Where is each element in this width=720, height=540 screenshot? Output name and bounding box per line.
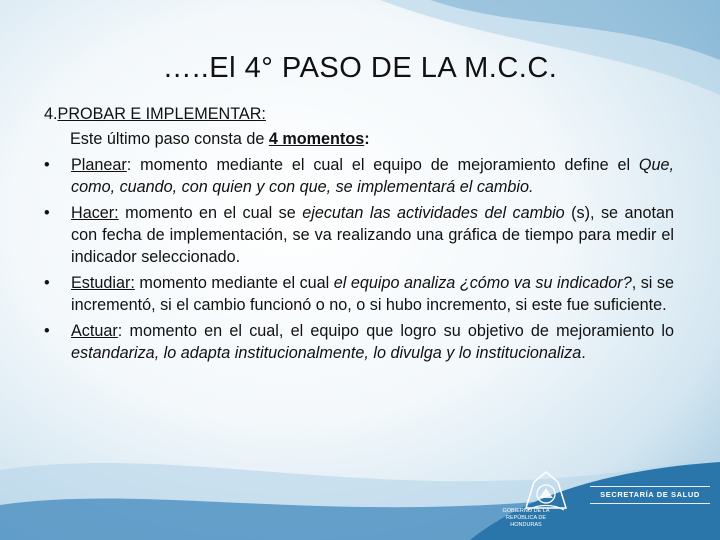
intro-colon: :	[364, 130, 370, 149]
divider-bottom	[590, 503, 710, 504]
item-text: momento en el cual se	[118, 203, 303, 222]
item-italic: Que, como, cuando, con quien y con que, se implementará el cambio.	[71, 155, 674, 197]
item-italic: el equipo analiza ¿cómo va su indicador?	[333, 273, 632, 292]
intro-line	[70, 128, 674, 150]
item-text-end: , si se incrementó, si el cambio funcionó o no, o si hubo incremento, si este fue suficiente.	[71, 273, 674, 315]
heading-number: 4.	[44, 105, 58, 123]
item-term: Planear	[71, 155, 127, 174]
item-italic: estandariza, lo adapta institucionalmente, lo divulga y lo institucionaliza	[71, 344, 582, 363]
coat-of-arms-icon	[526, 472, 566, 510]
item-text: : momento mediante el cual el equipo de mejoramiento define el	[126, 155, 639, 174]
list-item-estudiar	[44, 272, 674, 317]
item-term: Hacer:	[71, 203, 119, 222]
list-item-planear	[44, 154, 674, 199]
bullet: •	[44, 203, 50, 222]
intro-emphasis: 4 momentos	[268, 130, 365, 149]
gobierno-label: GOBIERNO DE LA REPÚBLICA DE HONDURAS	[502, 508, 550, 528]
secretaria-label: SECRETARÍA DE SALUD	[600, 490, 700, 499]
bullet: •	[44, 155, 50, 174]
item-text-end: .	[581, 344, 586, 363]
item-italic: ejecutan las actividades del cambio	[302, 203, 565, 222]
item-term: Estudiar:	[71, 273, 135, 292]
item-text-end: (s), se anotan con fecha de implementación, se va realizando una gráfica de tiempo para medir el indicador seleccionado.	[71, 203, 675, 267]
slide-title: …..El 4° PASO DE LA M.C.C.	[162, 52, 558, 84]
item-term: Actuar	[71, 321, 118, 340]
slide-content	[44, 103, 674, 364]
section-heading	[44, 103, 674, 125]
bullet: •	[44, 321, 50, 340]
heading-label: PROBAR E IMPLEMENTAR:	[57, 105, 266, 123]
list-item-actuar	[44, 320, 674, 365]
item-text: : momento en el cual, el equipo que logro su objetivo de mejoramiento lo	[117, 321, 674, 340]
list-item-hacer	[44, 202, 674, 269]
bullet: •	[44, 273, 50, 292]
divider-top	[590, 486, 710, 487]
item-text: momento mediante el cual	[134, 273, 334, 292]
intro-text: Este último paso consta de	[70, 130, 269, 149]
